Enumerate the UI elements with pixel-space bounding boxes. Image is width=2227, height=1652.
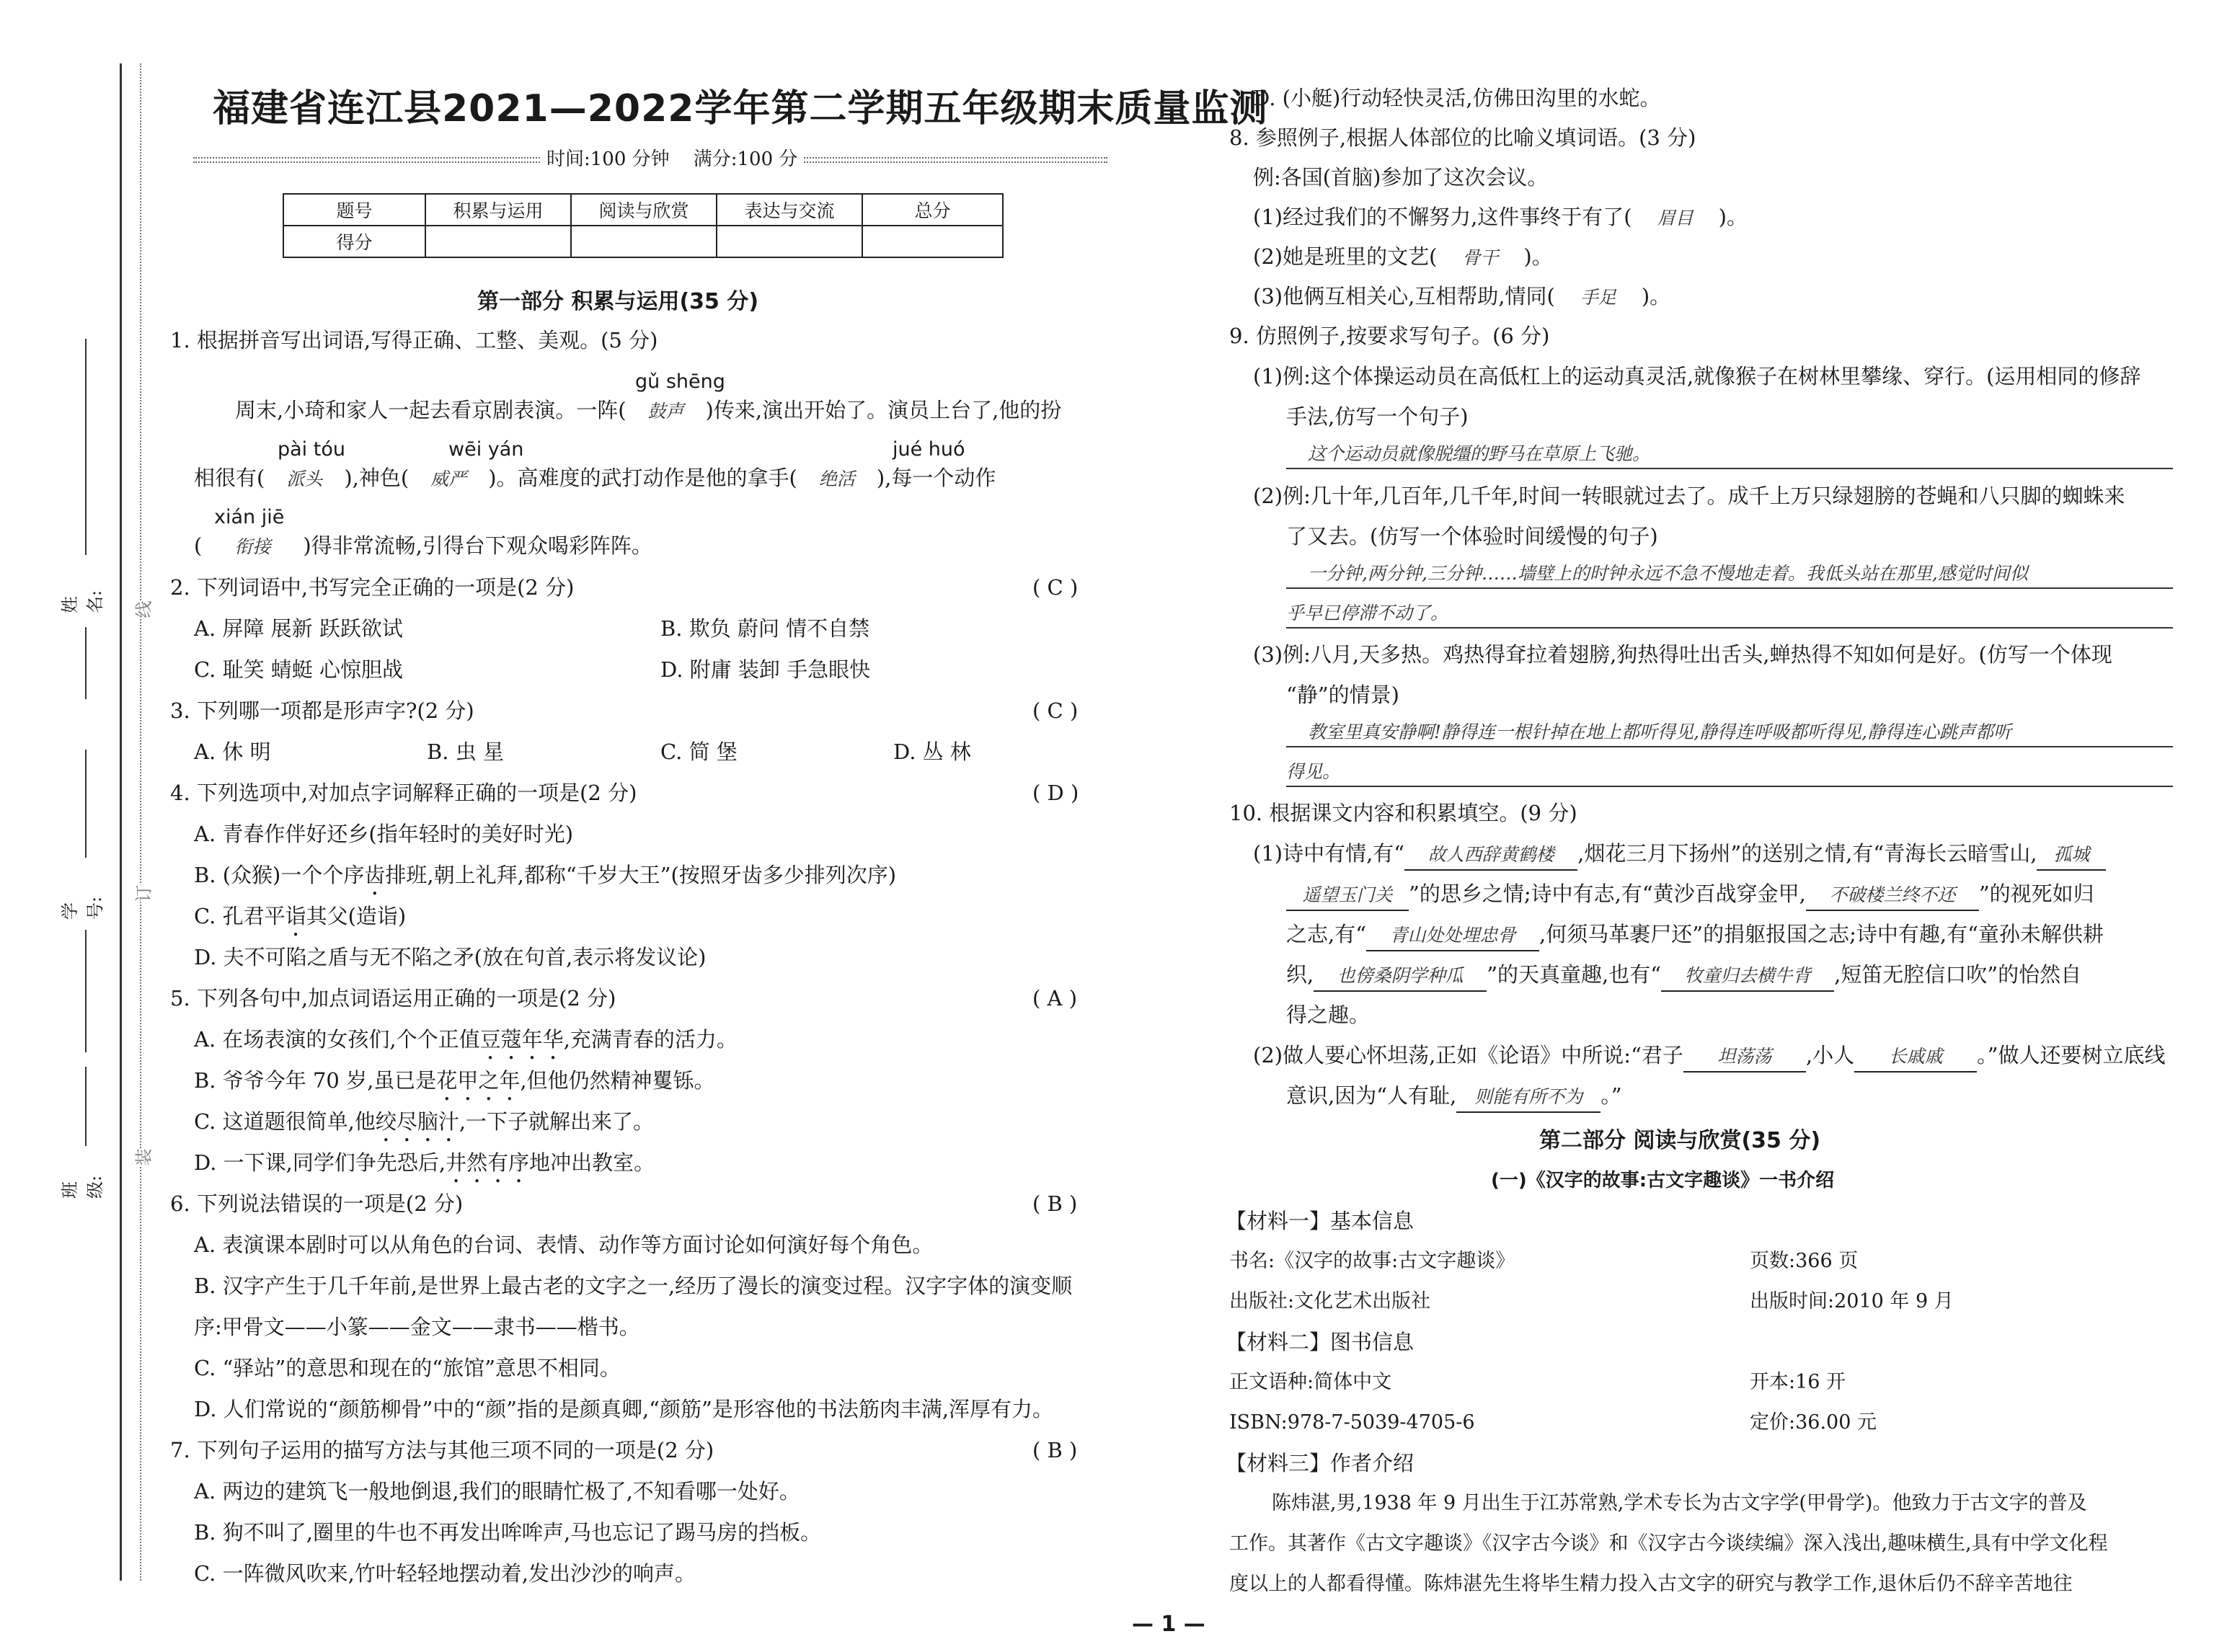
q7-stem: 7. 下列句子运用的描写方法与其他三项不同的一项是(2 分) (170, 1438, 714, 1462)
q1-line-1: 周末,小琦和家人一起去看京剧表演。一阵( 鼓声 )传来,演出开始了。演员上台了,他的扮 (235, 396, 1061, 426)
exam-title: 福建省连江县2021—2022学年第二学期五年级期末质量监测 (213, 87, 1268, 130)
q7-answer[interactable]: ( B ) (1032, 1438, 1078, 1462)
q3-option-a: A. 休 明 (194, 740, 271, 764)
score-row-label: 得分 (283, 226, 425, 257)
student-id-label: 学号: (60, 896, 106, 920)
q10-answer-6[interactable]: 牧童归去横牛背 (1661, 962, 1834, 992)
score-cell-total: 总分 (862, 194, 1003, 226)
material1-title: 【材料一】基本信息 (1226, 1209, 1414, 1233)
q2-option-d: D. 附庸 装卸 手急眼快 (660, 657, 871, 682)
author-bio-line1: 陈炜湛,男,1938 年 9 月出生于江苏常熟,学术专长为古文字学(甲骨学)。他致力于古文字的普及 (1272, 1492, 2087, 1514)
q1-line-3: ( 衔接 )得非常流畅,引得台下观众喝彩阵阵。 (194, 531, 652, 561)
header-info (541, 144, 803, 171)
q1-pinyin-2: pài tóu (278, 438, 345, 461)
q6-option-a: A. 表演课本剧时可以从角色的台词、表情、动作等方面讨论如何演好每个角色。 (194, 1233, 934, 1257)
q1-answer-3[interactable]: 威严 (430, 468, 467, 489)
q8-answer-3[interactable]: 手足 (1580, 287, 1616, 308)
publisher: 出版社:文化艺术出版社 (1229, 1290, 1431, 1313)
book-format: 开本:16 开 (1750, 1371, 1846, 1393)
name-field[interactable] (85, 339, 87, 555)
q10-item-2-line2: 意识,因为“人有耻, 则能有所不为 。” (1286, 1081, 1622, 1113)
q9-answer-2-line2[interactable]: 乎早已停滞不动了。 (1286, 600, 2173, 629)
q8-stem: 8. 参照例子,根据人体部位的比喻义填词语。(3 分) (1229, 125, 1696, 150)
q8-item-3: (3)他俩互相关心,互相帮助,情同( 手足 )。 (1253, 282, 1670, 312)
book-pages: 页数:366 页 (1750, 1250, 1859, 1272)
q3-answer[interactable]: ( C ) (1032, 698, 1079, 723)
q10-answer-1[interactable]: 故人西辞黄鹤楼 (1404, 840, 1577, 871)
score-table-score-row (283, 226, 1003, 257)
q8-answer-1[interactable]: 眉目 (1657, 208, 1694, 228)
pub-date: 出版时间:2010 年 9 月 (1750, 1290, 1954, 1313)
q3-option-c: C. 简 堡 (660, 740, 738, 764)
q8-example: 例:各国(首脑)参加了这次会议。 (1253, 165, 1549, 190)
q6-option-c: C. “驿站”的意思和现在的“旅馆”意思不相同。 (194, 1356, 621, 1380)
q1-answer-1[interactable]: 鼓声 (647, 401, 684, 422)
student-id-field[interactable] (85, 750, 87, 858)
q9-answer-3-line1[interactable]: 教室里真安静啊!静得连一根针掉在地上都听得见,静得连呼吸都听得见,静得连心跳声都听 (1286, 719, 2173, 747)
student-id-field-lower[interactable] (85, 930, 87, 1052)
q4-stem: 4. 下列选项中,对加点字词解释正确的一项是(2 分) (170, 781, 637, 805)
q6-option-d: D. 人们常说的“颜筋柳骨”中的“颜”指的是颜真卿,“颜筋”是形容他的书法筋肉丰满,浑厚有力。 (194, 1397, 1054, 1421)
q9-item-1-line1: (1)例:这个体操运动员在高低杠上的运动真灵活,就像猴子在树林里攀缘、穿行。(运用相同的修辞 (1253, 364, 2141, 388)
q1-pinyin-3: wēi yán (448, 438, 524, 461)
q7-option-d: D. (小艇)行动轻快灵活,仿佛田沟里的水蛇。 (1253, 86, 1661, 110)
q9-item-2-line2: 了又去。(仿写一个体验时间缓慢的句子) (1286, 524, 1658, 549)
q4-option-a: A. 青春作伴好还乡(指年轻时的美好时光) (194, 822, 574, 846)
q10-item-1-line5: 得之趣。 (1286, 1003, 1371, 1027)
q10-item-1-line1: (1)诗中有情,有“ 故人西辞黄鹤楼 ,烟花三月下扬州”的送别之情,有“青海长云暗雪山, 孤城 (1253, 839, 2106, 871)
q5-answer[interactable]: ( A ) (1032, 986, 1078, 1011)
q8-item-1: (1)经过我们的不懈努力,这件事终于有了( 眉目 )。 (1253, 203, 1748, 233)
q10-answer-9[interactable]: 则能有所不为 (1456, 1083, 1600, 1113)
score-cell-part2: 阅读与欣赏 (571, 194, 717, 226)
material2-title: 【材料二】图书信息 (1226, 1330, 1414, 1354)
q10-stem: 10. 根据课文内容和积累填空。(9 分) (1229, 801, 1577, 825)
q7-option-b: B. 狗不叫了,圈里的牛也不再发出哞哞声,马也忘记了踢马房的挡板。 (194, 1520, 822, 1545)
q9-answer-3-line2[interactable]: 得见。 (1286, 758, 2173, 787)
q1-line-2: 相很有( 派头 ),神色( 威严 )。高难度的武打动作是他的拿手( 绝活 ),每一个动作 (194, 463, 996, 494)
book-language: 正文语种:简体中文 (1229, 1371, 1392, 1393)
q8-item-2: (2)她是班里的文艺( 骨干 )。 (1253, 242, 1553, 272)
author-bio-line2: 工作。其著作《古文字趣谈》《汉字古今谈》和《汉字古今谈续编》深入浅出,趣味横生,具有中学文化程 (1229, 1532, 2108, 1555)
book-isbn: ISBN:978-7-5039-4705-6 (1229, 1411, 1475, 1434)
q10-answer-4[interactable]: 青山处处埋忠骨 (1366, 921, 1539, 951)
q3-option-d: D. 丛 林 (893, 740, 971, 764)
q1-answer-5[interactable]: 衔接 (234, 536, 271, 557)
q5-option-c: C. 这道题很简单,他绞尽脑汁,一下子就解出来了。 (194, 1109, 655, 1134)
class-field[interactable] (85, 1067, 87, 1146)
q8-answer-2[interactable]: 骨干 (1462, 247, 1499, 268)
q6-option-b-line2: 序:甲骨文——小篆——金文——隶书——楷书。 (194, 1315, 640, 1339)
q10-answer-5[interactable]: 也傍桑阴学种瓜 (1314, 962, 1487, 992)
q10-answer-3[interactable]: 不破楼兰终不还 (1806, 881, 1979, 911)
q3-option-b: B. 虫 星 (427, 740, 504, 764)
material3-title: 【材料三】作者介绍 (1226, 1451, 1414, 1475)
score-cell-part1: 积累与运用 (425, 194, 571, 226)
part2-subtitle: (一)《汉字的故事:古文字趣谈》一书介绍 (1491, 1170, 1835, 1191)
score-input-part3[interactable] (717, 226, 862, 257)
q1-stem: 1. 根据拼音写出词语,写得正确、工整、美观。(5 分) (170, 328, 658, 352)
q9-item-3-line2: “静”的情景) (1286, 683, 1399, 707)
score-input-total[interactable] (862, 226, 1003, 257)
score-input-part2[interactable] (571, 226, 717, 257)
q5-option-d: D. 一下课,同学们争先恐后,井然有序地冲出教室。 (194, 1150, 655, 1175)
q2-option-b: B. 欺负 蔚问 情不自禁 (660, 616, 870, 641)
time-limit: 时间:100 分钟 (546, 148, 670, 170)
q9-item-3-line1: (3)例:八月,天多热。鸡热得耷拉着翅膀,狗热得吐出舌头,蝉热得不知如何是好。(仿写一个体现 (1253, 642, 2112, 667)
q7-option-a: A. 两边的建筑飞一般地倒退,我们的眼睛忙极了,不知看哪一处好。 (194, 1479, 800, 1504)
q9-item-1-line2: 手法,仿写一个句子) (1286, 404, 1469, 429)
q6-answer[interactable]: ( B ) (1032, 1191, 1078, 1216)
q3-stem: 3. 下列哪一项都是形声字?(2 分) (170, 698, 474, 723)
binding-outer-line (120, 63, 122, 1581)
q4-option-d: D. 夫不可陷之盾与无不陷之矛(放在句首,表示将发议论) (194, 945, 707, 969)
q4-option-c: C. 孔君平诣其父(造诣) (194, 904, 407, 928)
q9-stem: 9. 仿照例子,按要求写句子。(6 分) (1229, 324, 1550, 348)
q10-item-1-line2: 遥望玉门关 ”的思乡之情;诗中有志,有“黄沙百战穿金甲, 不破楼兰终不还 ”的视死如归 (1286, 879, 2094, 911)
q10-answer-8[interactable]: 长戚戚 (1854, 1042, 1977, 1073)
q10-answer-7[interactable]: 坦荡荡 (1683, 1042, 1806, 1073)
q10-item-2-line1: (2)做人要心怀坦荡,正如《论语》中所说:“君子 坦荡荡 ,小人 长戚戚 。”做人还要树立底线 (1253, 1041, 2165, 1073)
score-input-part1[interactable] (425, 226, 571, 257)
q10-answer-2-part1[interactable]: 孤城 (2037, 840, 2106, 871)
q5-option-a: A. 在场表演的女孩们,个个正值豆蔻年华,充满青春的活力。 (194, 1027, 738, 1052)
binding-dashed-line (140, 63, 141, 1581)
score-cell-part3: 表达与交流 (717, 194, 862, 226)
score-table (283, 193, 1004, 258)
full-score: 满分:100 分 (693, 148, 798, 170)
binding-label-zhuang: 装 (130, 1149, 155, 1166)
name-field-lower[interactable] (85, 627, 87, 699)
part1-title: 第一部分 积累与运用(35 分) (477, 289, 759, 314)
score-cell-label: 题号 (283, 194, 425, 226)
q2-option-c: C. 耻笑 蜻蜓 心惊胆战 (194, 657, 404, 682)
q2-option-a: A. 屏障 展新 跃跃欲试 (194, 616, 403, 641)
page-number: — 1 — (1132, 1612, 1205, 1637)
q1-pinyin-5: xián jiē (214, 506, 285, 528)
name-label: 姓名: (60, 590, 106, 614)
q7-option-c: C. 一阵微风吹来,竹叶轻轻地摆动着,发出沙沙的响声。 (194, 1561, 696, 1586)
q6-option-b-line1: B. 汉字产生于几千年前,是世界上最古老的文字之一,经历了漫长的演变过程。汉字字体的演变顺 (194, 1274, 1073, 1298)
part2-title: 第二部分 阅读与欣赏(35 分) (1539, 1128, 1821, 1153)
book-price: 定价:36.00 元 (1750, 1411, 1877, 1434)
class-label: 班级: (60, 1175, 106, 1199)
q4-option-b: B. (众猴)一个个序齿排班,朝上礼拜,都称“千岁大王”(按照牙齿多少排列次序) (194, 863, 897, 887)
q2-stem: 2. 下列词语中,书写完全正确的一项是(2 分) (170, 575, 575, 600)
q1-answer-4[interactable]: 绝活 (818, 468, 855, 489)
q9-answer-2-line1[interactable]: 一分钟,两分钟,三分钟……墙壁上的时钟永远不急不慢地走着。我低头站在那里,感觉时间似 (1286, 560, 2173, 589)
q1-pinyin-1: gǔ shēng (635, 370, 725, 393)
q5-stem: 5. 下列各句中,加点词语运用正确的一项是(2 分) (170, 986, 616, 1011)
q1-answer-2[interactable]: 派头 (286, 468, 323, 489)
q2-answer[interactable]: ( C ) (1032, 575, 1079, 600)
q10-item-1-line3: 之志,有“ 青山处处埋忠骨 ,何须马革裹尸还”的捐躯报国之志;诗中有趣,有“童孙未解供耕 (1286, 920, 2104, 951)
q4-answer[interactable]: ( D ) (1032, 781, 1079, 805)
q6-stem: 6. 下列说法错误的一项是(2 分) (170, 1191, 464, 1216)
q10-item-1-line4: 织, 也傍桑阴学种瓜 ”的天真童趣,也有“ 牧童归去横牛背 ,短笛无腔信口吹”的怡然自 (1286, 960, 2081, 992)
q10-answer-2-part2[interactable]: 遥望玉门关 (1286, 881, 1409, 911)
binding-label-ding: 订 (130, 885, 155, 902)
binding-label-xian: 线 (130, 601, 155, 618)
q9-item-2-line1: (2)例:几十年,几百年,几千年,时间一转眼就过去了。成千上万只绿翅膀的苍蝇和八只脚的蜘蛛来 (1253, 484, 2125, 508)
book-name: 书名:《汉字的故事:古文字趣谈》 (1229, 1250, 1515, 1272)
score-table-header-row (283, 194, 1003, 226)
q9-answer-1[interactable]: 这个运动员就像脱缰的野马在草原上飞驰。 (1286, 440, 2173, 469)
q1-pinyin-4: jué huó (893, 438, 965, 461)
q5-option-b: B. 爷爷今年 70 岁,虽已是花甲之年,但他仍然精神矍铄。 (194, 1068, 715, 1093)
author-bio-line3: 度以上的人都看得懂。陈炜湛先生将毕生精力投入古文字的研究与教学工作,退休后仍不辞辛苦地往 (1229, 1573, 2073, 1595)
